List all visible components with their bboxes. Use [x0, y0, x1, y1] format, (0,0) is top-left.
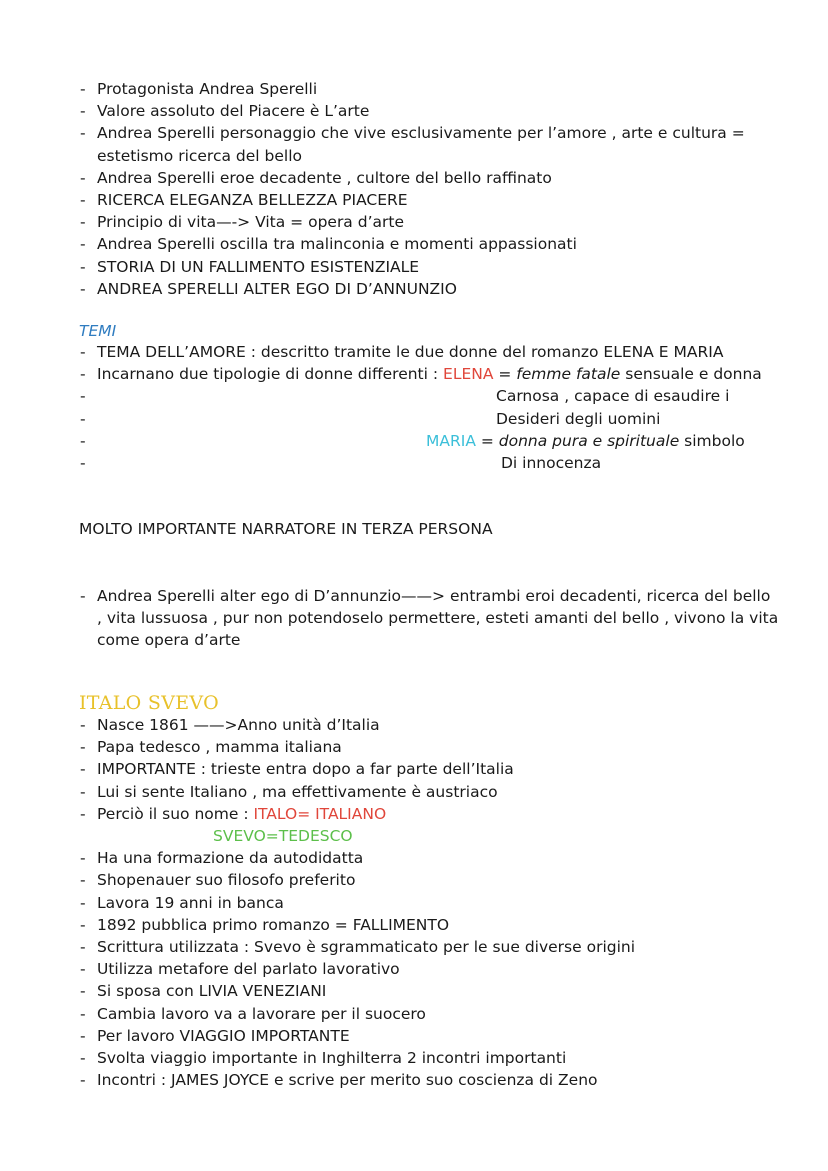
list-item: - Andrea Sperelli personaggio che vive esclusivamente per l’amore , arte e cultura = estetismo ricerca del bello: [79, 122, 779, 166]
list-item: - Papa tedesco , mamma italiana: [79, 736, 779, 758]
list-item: - IMPORTANTE : trieste entra dopo a far parte dell’Italia: [79, 758, 779, 780]
maria-label: MARIA: [426, 431, 476, 450]
list-item: [79, 803, 779, 825]
list-item: - Principio di vita—-> Vita = opera d’arte: [79, 211, 779, 233]
temi-heading: TEMI: [79, 322, 117, 340]
svevo-heading: ITALO SVEVO: [79, 692, 219, 714]
list-item: - Protagonista Andrea Sperelli: [79, 78, 779, 100]
list-item: - Lavora 19 anni in banca: [79, 892, 779, 914]
list-item: - Svolta viaggio importante in Inghilterra 2 incontri importanti: [79, 1047, 779, 1069]
maria-desc-em: donna pura e spirituale: [498, 431, 680, 450]
list-item: - Cambia lavoro va a lavorare per il suocero: [79, 1003, 779, 1025]
equals: =: [493, 365, 517, 384]
list-item: - Andrea Sperelli alter ego di D’annunzio——> entrambi eroi decadenti, ricerca del bello , vita lussuosa , pur non potendoselo permettere, esteti amanti del bello , vivono la vita come opera d’arte: [79, 585, 779, 652]
list-item: - Scrittura utilizzata : Svevo è sgrammaticato per le sue diverse origini: [79, 936, 779, 958]
list-continuation: [79, 825, 779, 847]
list-item: - Si sposa con LIVIA VENEZIANI: [79, 980, 779, 1002]
list-item: - TEMA DELL’AMORE : descritto tramite le due donne del romanzo ELENA E MARIA: [79, 341, 779, 363]
intro-list: [79, 78, 779, 300]
nome-italo: ITALO= ITALIANO: [253, 804, 387, 823]
list-item: - Andrea Sperelli eroe decadente , cultore del bello raffinato: [79, 167, 779, 189]
list-item: [79, 363, 779, 385]
list-item: - STORIA DI UN FALLIMENTO ESISTENZIALE: [79, 256, 779, 278]
list-item: - Andrea Sperelli oscilla tra malinconia e momenti appassionati: [79, 233, 779, 255]
elena-desc: sensuale e donna: [620, 365, 762, 384]
elena-label: ELENA: [443, 365, 494, 384]
elena-desc-em: femme fatale: [516, 365, 621, 384]
svevo-list: [79, 714, 779, 1091]
list-item: - Valore assoluto del Piacere è L’arte: [79, 100, 779, 122]
list-item: - ANDREA SPERELLI ALTER EGO DI D’ANNUNZIO: [79, 278, 779, 300]
nome-svevo: SVEVO=TEDESCO: [213, 827, 353, 846]
equals: =: [475, 431, 499, 450]
list-item: - Shopenauer suo filosofo preferito: [79, 869, 779, 891]
maria-line2: - Di innocenza: [501, 454, 602, 473]
list-item: [79, 452, 779, 474]
list-item: - Incontri : JAMES JOYCE e scrive per merito suo coscienza di Zeno: [79, 1069, 779, 1091]
temi-list: [79, 341, 779, 474]
temi-item2-text: Incarnano due tipologie di donne differenti :: [97, 365, 444, 384]
list-item: [79, 385, 779, 407]
maria-line: [426, 430, 745, 452]
narratore-note: MOLTO IMPORTANTE NARRATORE IN TERZA PERSONA: [79, 520, 493, 538]
nome-prefix: Perciò il suo nome :: [97, 804, 254, 823]
list-item: - Lui si sente Italiano , ma effettivamente è austriaco: [79, 781, 779, 803]
list-item: - Utilizza metafore del parlato lavorativo: [79, 958, 779, 980]
elena-line2: - Carnosa , capace di esaudire i: [496, 387, 730, 406]
list-item: - Nasce 1861 ——>Anno unità d’Italia: [79, 714, 779, 736]
list-item: - Ha una formazione da autodidatta: [79, 847, 779, 869]
alter-ego-list: [79, 585, 779, 652]
list-item: - Per lavoro VIAGGIO IMPORTANTE: [79, 1025, 779, 1047]
list-item: - RICERCA ELEGANZA BELLEZZA PIACERE: [79, 189, 779, 211]
list-item: [79, 408, 779, 430]
elena-line3: - Desideri degli uomini: [496, 409, 661, 428]
maria-desc: simbolo: [679, 431, 745, 450]
list-item: - 1892 pubblica primo romanzo = FALLIMENTO: [79, 914, 779, 936]
list-item: [79, 430, 779, 452]
